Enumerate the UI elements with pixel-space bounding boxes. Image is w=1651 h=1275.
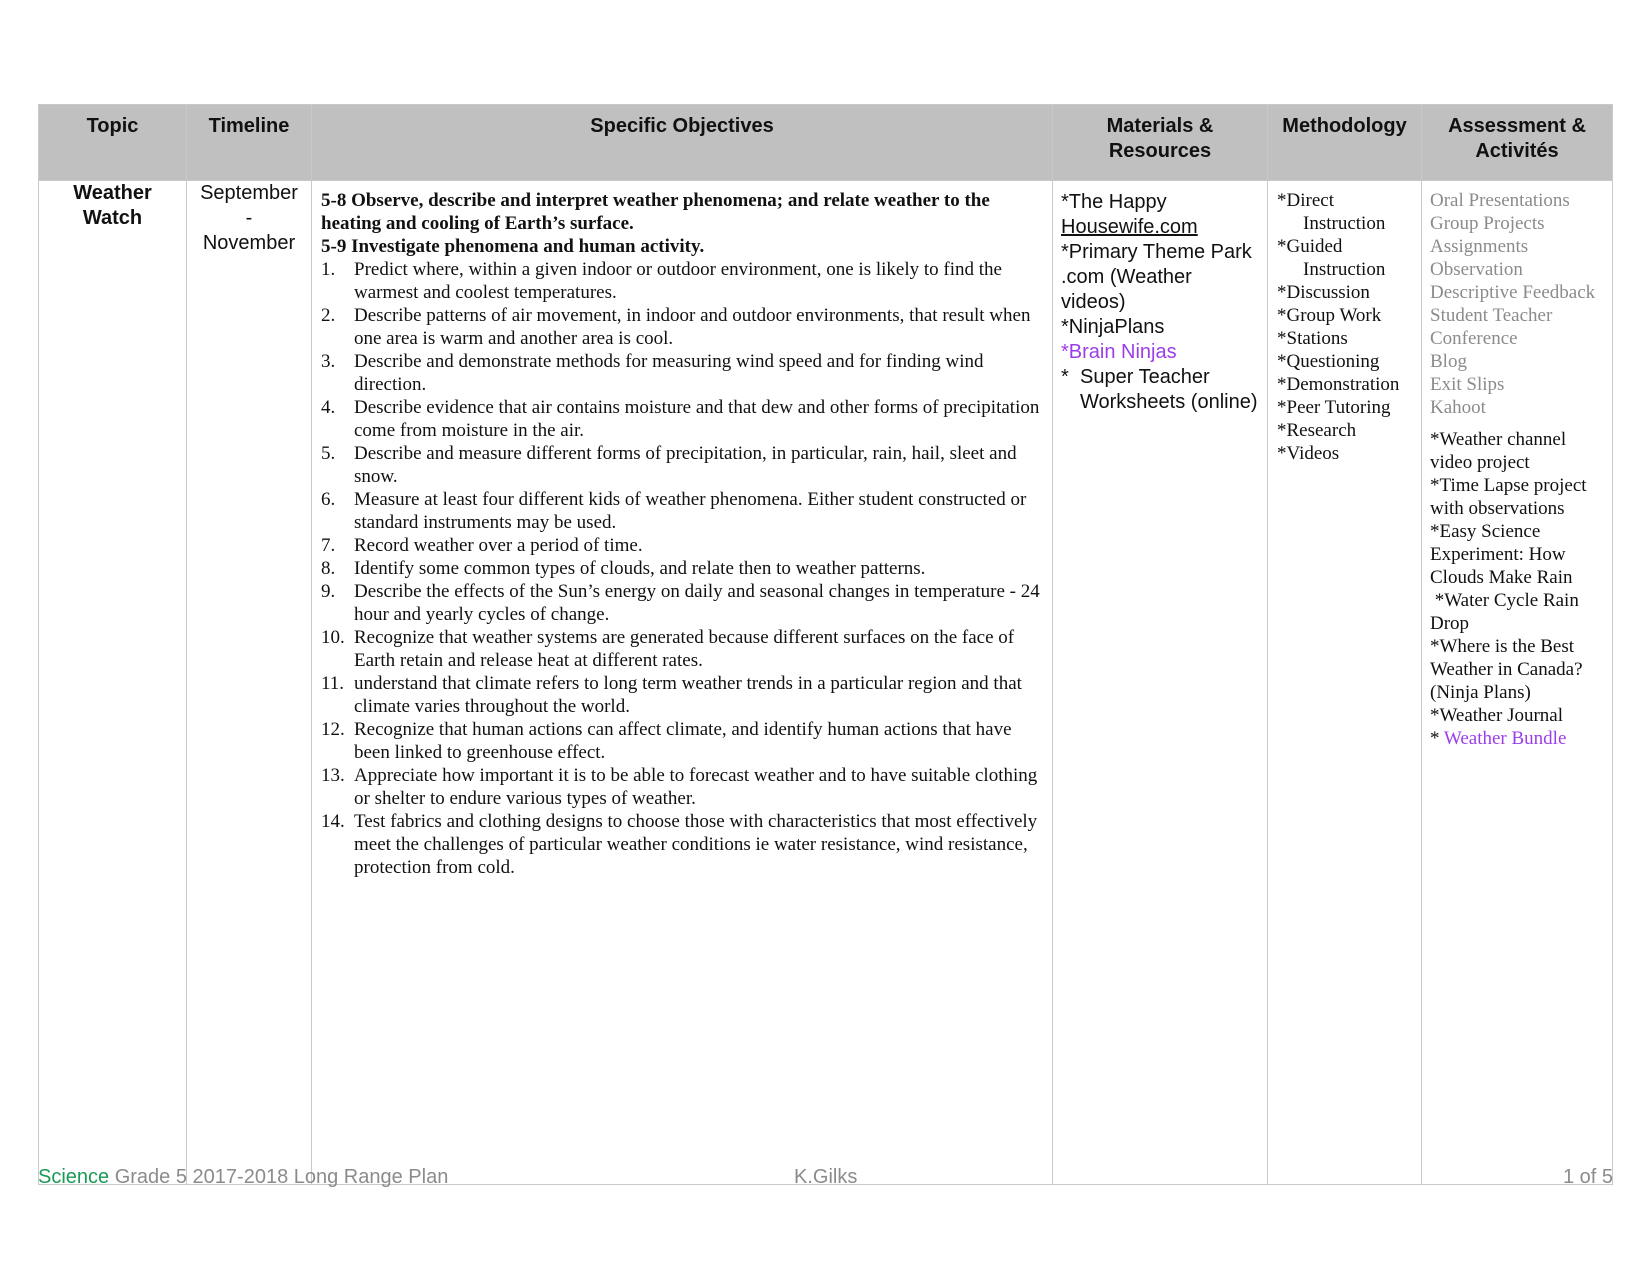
objective-heading-5-8: 5-8 Observe, describe and interpret weather phenomena; and relate weather to the heating and cooling of Earth’s surface. [321,190,990,234]
brain-ninjas-star: * [1061,341,1069,363]
assessment-cell [1422,181,1613,1185]
methodology-item: *Guided Instruction [1277,236,1386,280]
weather-bundle-star: * [1430,728,1440,749]
methodology-item: *Questioning [1277,351,1380,372]
objective-text: Record weather over a period of time. [354,535,643,556]
header-objectives: Specific Objectives [312,105,1053,181]
timeline-start: September [200,182,298,204]
long-range-plan-table [38,104,1613,1185]
assessment-method-item: Observation [1430,259,1523,280]
objective-item [321,396,1040,442]
methodology-item: *Peer Tutoring [1277,397,1391,418]
footer-plan-title: Grade 5 2017-2018 Long Range Plan [114,1166,449,1188]
objective-number: 8. [321,558,336,579]
objective-item [321,488,1040,534]
header-materials [1053,105,1268,181]
objective-item [321,764,1040,810]
timeline-dash: - [245,207,253,229]
assessment-activity-item: *Time Lapse project with observations [1430,475,1592,519]
methodology-item: *Group Work [1277,305,1382,326]
assessment-activity-item: *Weather Journal [1430,705,1563,726]
table-row [39,181,1613,1185]
objective-text: Predict where, within a given indoor or outdoor environment, one is likely to find the warmest and coolest temperatures. [354,259,1002,303]
objective-item [321,557,1040,580]
footer-subject: Science [38,1166,110,1188]
material-happy-housewife [1061,190,1259,240]
header-assessment [1422,105,1613,181]
topic-cell [39,181,187,1185]
objective-item [321,672,1040,718]
objectives-cell [312,181,1053,1185]
objective-item [321,580,1040,626]
objective-number: 2. [321,305,336,326]
objective-number: 5. [321,443,336,464]
methodology-item: *Videos [1277,443,1340,464]
header-timeline: Timeline [187,105,312,181]
assessment-activity-item: *Water Cycle Rain Drop [1430,590,1584,634]
topic-label: Weather Watch [73,182,152,229]
objective-item [321,534,1040,557]
assessment-activity-item: *Where is the Best Weather in Canada? (Ninja Plans) [1430,636,1588,703]
assessment-method-item: Descriptive Feedback [1430,282,1596,303]
objective-text: Test fabrics and clothing designs to choose those with characteristics that most effectively meet the challenges of particular weather conditions ie water resistance, wind resistance, protection from cold. [354,811,1038,878]
objective-item [321,350,1040,396]
material-super-teacher [1061,365,1259,415]
objective-text: Describe patterns of air movement, in indoor and outdoor environments, that result when one area is warm and another area is cool. [354,305,1031,349]
objective-number: 7. [321,535,336,556]
material-ninjaplans: *NinjaPlans [1061,316,1165,338]
objective-item [321,304,1040,350]
objective-number: 1. [321,259,336,280]
assessment-method-item: Kahoot [1430,397,1486,418]
objective-number: 14. [321,811,345,832]
assessment-activity-item: *Weather channel video project [1430,429,1571,473]
objective-text: Recognize that human actions can affect climate, and identify human actions that have been linked to greenhouse effect. [354,719,1012,763]
assessment-method-item: Group Projects [1430,213,1545,234]
objective-item [321,258,1040,304]
objective-number: 4. [321,397,336,418]
objective-number: 12. [321,719,345,740]
objective-number: 6. [321,489,336,510]
objective-text: Describe and measure different forms of precipitation, in particular, rain, hail, sleet and snow. [354,443,1017,487]
objective-number: 13. [321,765,345,786]
objective-heading-5-9: 5-9 Investigate phenomena and human activity. [321,236,705,257]
objective-text: Recognize that weather systems are generated because different surfaces on the face of Earth retain and release heat at different rates. [354,627,1015,671]
objective-text: Describe evidence that air contains moisture and that dew and other forms of precipitation come from moisture in the air. [354,397,1040,441]
objective-text: Appreciate how important it is to be able to forecast weather and to have suitable clothing or shelter to endure various types of weather. [354,765,1038,809]
housewife-link[interactable]: Housewife.com [1061,216,1198,238]
objective-item [321,718,1040,764]
assessment-methods-list [1430,189,1608,419]
assessment-activity-item: *Easy Science Experiment: How Clouds Make Rain [1430,521,1573,588]
activity-weather-bundle [1430,727,1608,750]
header-methodology: Methodology [1268,105,1422,181]
assessment-method-item: Oral Presentations [1430,190,1570,211]
bullet-star-icon: * [1061,366,1069,388]
material-prefix: *The Happy [1061,191,1167,213]
brain-ninjas-link[interactable]: Brain Ninjas [1068,341,1177,363]
methodology-cell [1268,181,1422,1185]
material-primary-theme-park: *Primary Theme Park .com (Weather videos) [1061,241,1252,313]
methodology-list [1268,181,1421,465]
timeline-cell [187,181,312,1185]
objective-text: Describe the effects of the Sun’s energy on daily and seasonal changes in temperature - 24 hour and yearly cycles of change. [354,581,1040,625]
header-assessment-label: Assessment & Activités [1448,115,1586,162]
methodology-item: *Stations [1277,328,1348,349]
objective-item [321,810,1040,879]
header-row [39,105,1613,181]
assessment-activities-list [1430,428,1608,727]
timeline-end: November [202,232,296,254]
objective-text: Identify some common types of clouds, and relate then to weather patterns. [354,558,926,579]
objective-number: 10. [321,627,345,648]
methodology-item: *Direct Instruction [1277,190,1386,234]
objective-number: 11. [321,673,345,694]
objective-number: 9. [321,581,336,602]
objectives-list [321,258,1040,879]
methodology-item: *Research [1277,420,1357,441]
footer-title [38,1166,448,1189]
header-materials-label: Materials & Resources [1106,115,1214,162]
weather-bundle-link[interactable]: Weather Bundle [1443,728,1567,749]
material-brain-ninjas [1061,340,1259,365]
footer-author: K.Gilks [794,1166,858,1188]
assessment-method-item: Student Teacher Conference [1430,305,1553,349]
objective-item [321,442,1040,488]
objective-text: Measure at least four different kids of weather phenomena. Either student constructed or standard instruments may be used. [354,489,1027,533]
objective-item [321,626,1040,672]
header-topic: Topic [39,105,187,181]
objective-text: understand that climate refers to long term weather trends in a particular region and that climate varies throughout the world. [354,673,1022,717]
methodology-item: *Discussion [1277,282,1370,303]
super-teacher-text: Super Teacher Worksheets (online) [1080,366,1258,413]
assessment-method-item: Blog [1430,351,1467,372]
materials-cell [1053,181,1268,1185]
objective-text: Describe and demonstrate methods for measuring wind speed and for finding wind direction. [354,351,984,395]
methodology-item: *Demonstration [1277,374,1400,395]
assessment-method-item: Exit Slips [1430,374,1505,395]
footer-page-number: 1 of 5 [1562,1166,1613,1188]
objective-number: 3. [321,351,336,372]
assessment-method-item: Assignments [1430,236,1529,257]
